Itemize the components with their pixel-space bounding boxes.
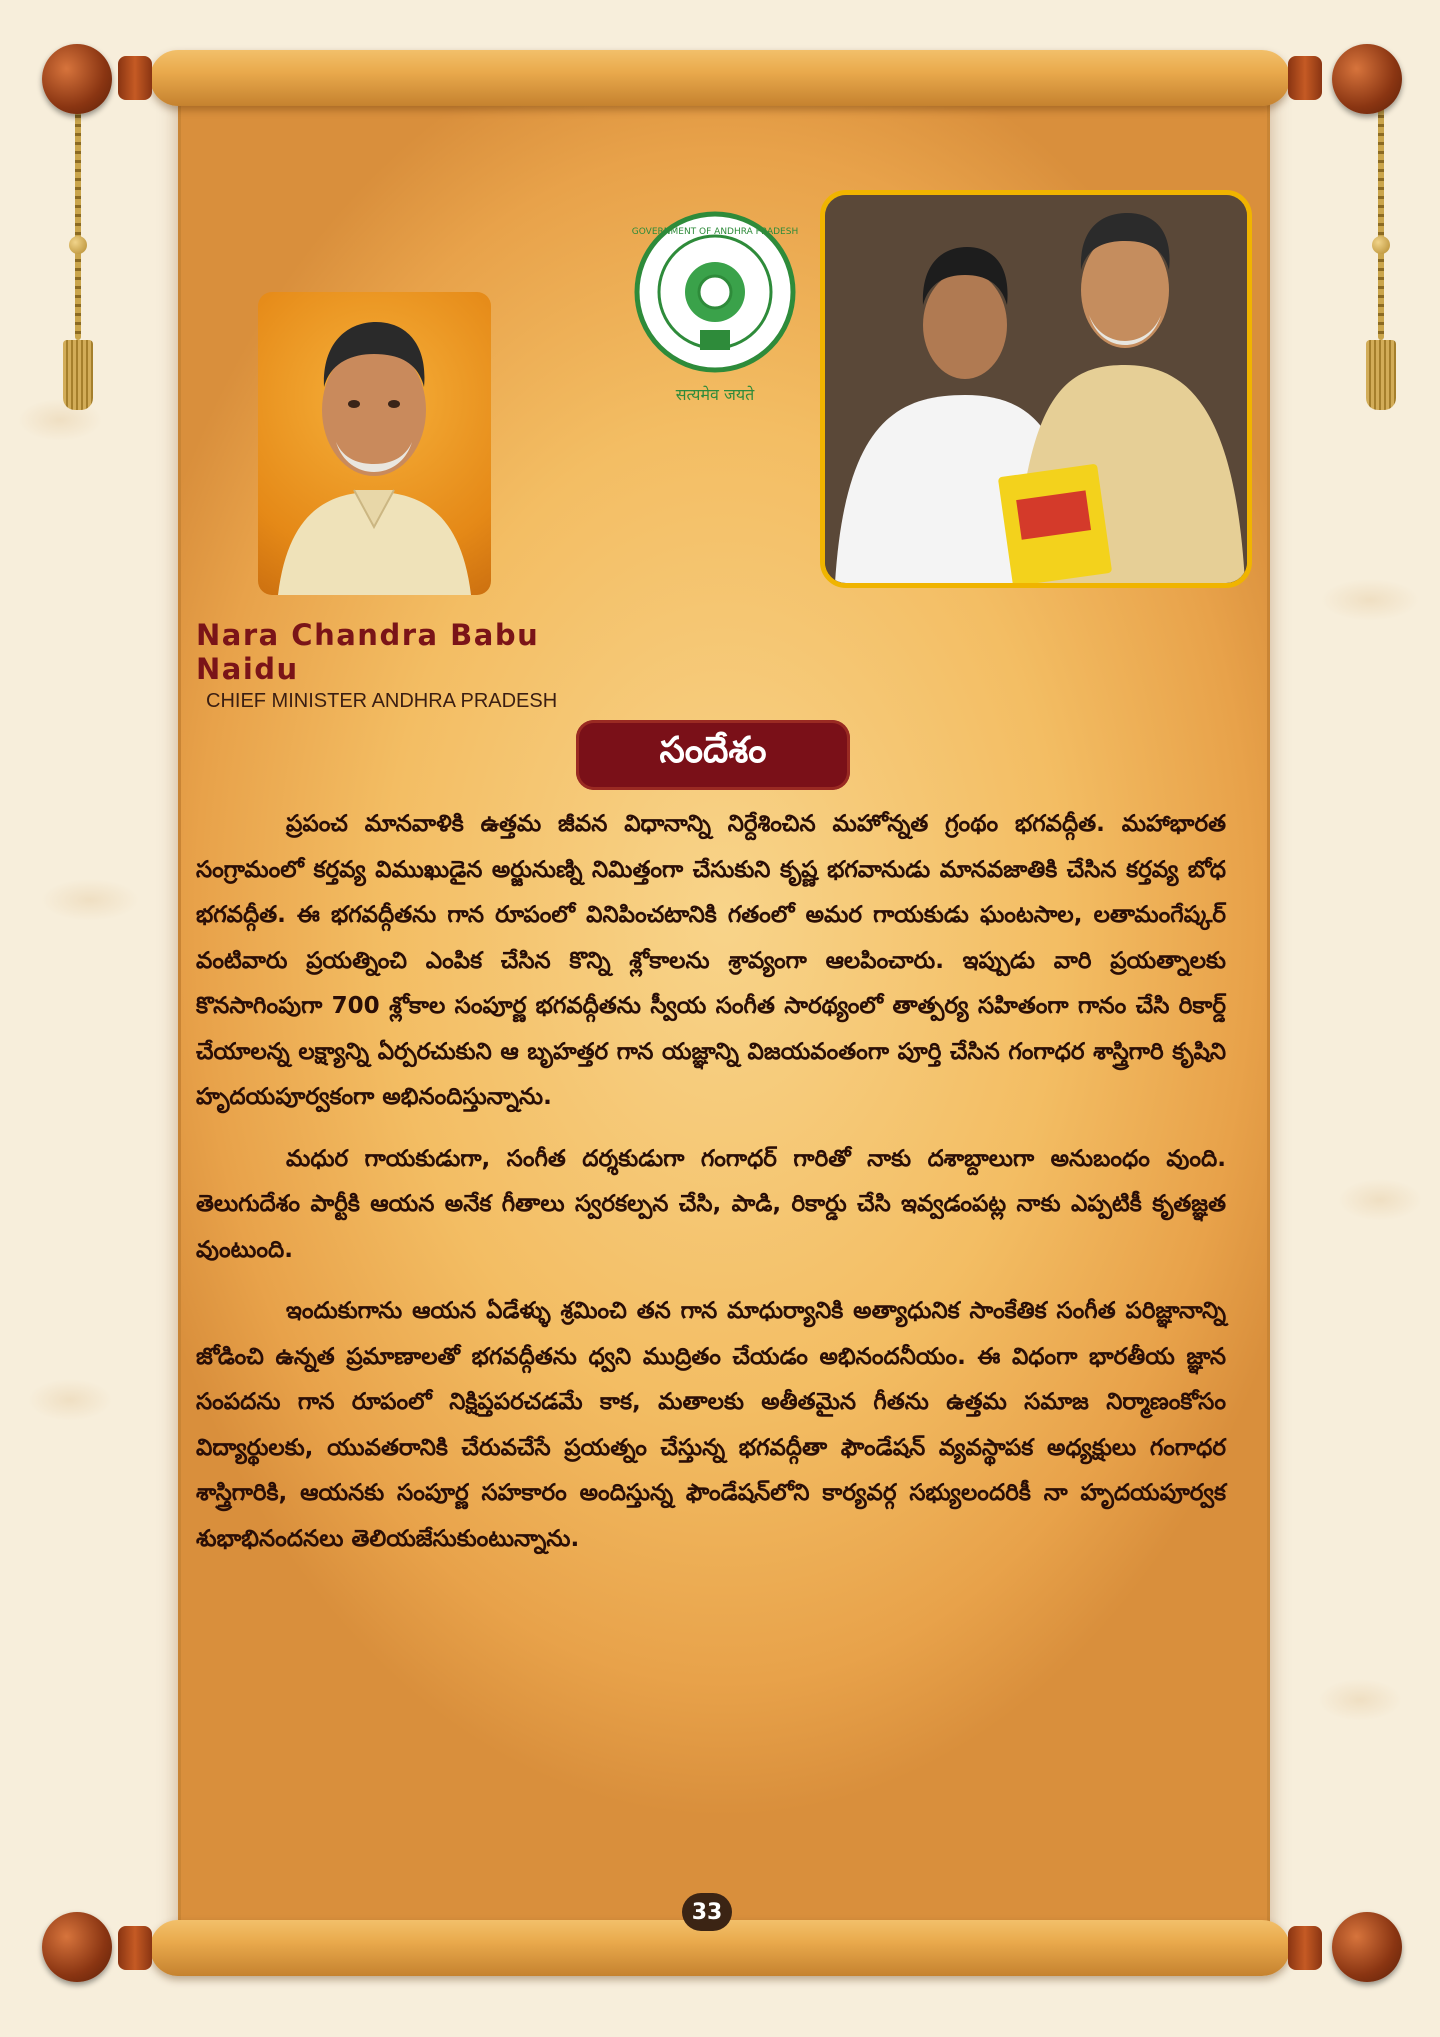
scroll-top-right-cap [1288, 56, 1322, 100]
message-body [196, 802, 1226, 1578]
emblem-motto: सत्यमेव जयते [675, 385, 755, 404]
page-number: 33 [682, 1893, 732, 1931]
right-tassel-bead [1372, 236, 1390, 254]
photo-image [825, 195, 1247, 583]
scroll-top-right-knob [1332, 44, 1402, 114]
message-paragraph: ప్రపంచ మానవాళికి ఉత్తమ జీవన విధానాన్ని నిర్దేశించిన మహోన్నత గ్రంథం భగవద్గీత. మహాభారత సంగ్రామంలో కర్తవ్య విముఖుడైన అర్జునుణ్ని నిమిత్తంగా చేసుకుని కృష్ణ భగవానుడు మానవజాతికి చేసిన కర్తవ్య బోధ భగవద్గీత. ఈ భగవద్గీతను గాన రూపంలో వినిపించటానికి గతంలో అమర గాయకుడు ఘంటసాల, లతామంగేష్కర్ వంటివారు ప్రయత్నించి ఎంపిక చేసిన కొన్ని శ్లోకాలను శ్రావ్యంగా ఆలపించారు. ఇప్పుడు వారి ప్రయత్నాలకు కొనసాగింపుగా 700 శ్లోకాల సంపూర్ణ భగవద్గీతను స్వీయ సంగీత సారథ్యంలో తాత్పర్య సహితంగా గానం చేసి రికార్డ్ చేయాలన్న లక్ష్యాన్ని ఏర్పరచుకుని ఆ బృహత్తర గాన యజ్ఞాన్ని విజయవంతంగా పూర్తి చేసిన గంగాధర శాస్త్రిగారి కృషిని హృదయపూర్వకంగా అభినందిస్తున్నాను. [196, 811, 1226, 1110]
scroll-top-roll [150, 50, 1290, 106]
scroll-bottom-right-knob [1332, 1912, 1402, 1982]
name-block [196, 618, 636, 713]
right-tassel [1366, 340, 1396, 410]
emblem-ring-text: GOVERNMENT OF ANDHRA PRADESH [631, 227, 799, 237]
message-paragraph: ఇందుకుగాను ఆయన ఏడేళ్ళు శ్రమించి తన గాన మాధుర్యానికి అత్యాధునిక సాంకేతిక సంగీత పరిజ్ఞానాన్ని జోడించి ఉన్నత ప్రమాణాలతో భగవద్గీతను ధ్వని ముద్రితం చేయడం అభినందనీయం. ఈ విధంగా భారతీయ జ్ఞాన సంపదను గాన రూపంలో నిక్షిప్తపరచడమే కాక, మతాలకు అతీతమైన గీతను ఉత్తమ సమాజ నిర్మాణంకోసం విద్యార్థులకు, యువతరానికి చేరువచేసే ప్రయత్నం చేస్తున్న భగవద్గీతా ఫౌండేషన్ వ్యవస్థాపక అధ్యక్షులు గంగాధర శాస్త్రిగారికి, ఆయనకు సంపూర్ణ సహకారం అందిస్తున్న ఫౌండేషన్‌లోని కార్యవర్గ సభ్యులందరికీ నా హృదయపూర్వక శుభాభినందనలు తెలియజేసుకుంటున్నాను. [196, 1298, 1226, 1552]
chief-minister-name: Nara Chandra Babu Naidu [196, 618, 540, 686]
message-paragraph: మధుర గాయకుడుగా, సంగీత దర్శకుడుగా గంగాధర్ గారితో నాకు దశాబ్దాలుగా అనుబంధం వుంది. తెలుగుదేశం పార్టీకి ఆయన అనేక గీతాలు స్వరకల్పన చేసి, పాడి, రికార్డు చేసి ఇవ్వడంపట్ల నాకు ఎప్పటికీ కృతజ్ఞత వుంటుంది. [196, 1145, 1226, 1263]
right-tassel-cord [1378, 100, 1384, 340]
book-presentation-photo [820, 190, 1252, 588]
left-tassel [63, 340, 93, 410]
andhra-pradesh-emblem [630, 210, 800, 410]
portrait-image [258, 292, 491, 595]
left-tassel-bead [69, 236, 87, 254]
scroll-bottom-left-cap [118, 1926, 152, 1970]
scroll-bottom-left-knob [42, 1912, 112, 1982]
chief-minister-portrait [258, 292, 491, 595]
chief-minister-designation: CHIEF MINISTER ANDHRA PRADESH [206, 690, 558, 712]
scroll-bottom-right-cap [1288, 1926, 1322, 1970]
scroll-top-left-cap [118, 56, 152, 100]
scroll-top-left-knob [42, 44, 112, 114]
left-tassel-cord [75, 100, 81, 340]
message-heading: సందేశం [576, 720, 850, 790]
